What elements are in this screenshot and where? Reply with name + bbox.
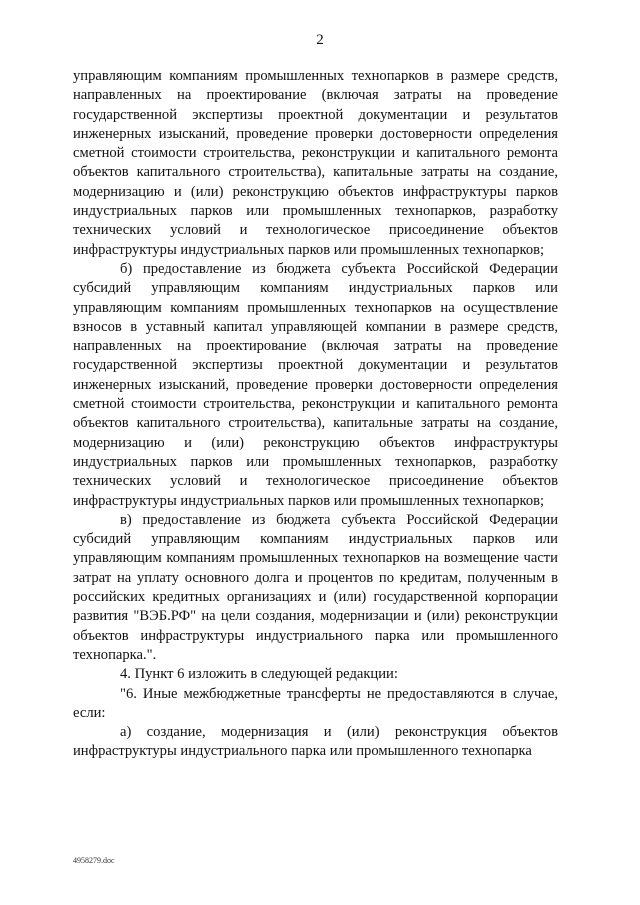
paragraph-item-b: б) предоставление из бюджета субъекта Российской Федерации субсидий управляющим компаниям индустриальных парков или управляющим компаниям промышленных технопарков на осуществление взносов в уставный капитал управляющей компании в размере средств, направленных на проектирование (включая затраты на проведение государственной экспертизы проектной документации и результатов инженерных изысканий, проведение проверки достоверности определения сметной стоимости строительства, реконструкции и капитального ремонта объектов капитального строительства), капитальные затраты на создание, модернизацию и (или) реконструкцию объектов инфраструктуры индустриальных парков или промышленных технопарков, разработку технических условий и технологическое присоединение объектов инфраструктуры индустриальных парков или промышленных технопарков; [73, 260, 558, 509]
paragraph-continuation: управляющим компаниям промышленных технопарков в размере средств, направленных на проектирование (включая затраты на проведение государственной экспертизы проектной документации и результатов инженерных изысканий, проведение проверки достоверности определения сметной стоимости строительства, реконструкции и капитального ремонта объектов капитального строительства), капитальные затраты на создание, модернизацию и (или) реконструкцию объектов инфраструктуры парков индустриальных парков или промышленных технопарков, разработку технических условий и технологическое присоединение объектов инфраструктуры индустриальных парков или промышленных технопарков; [73, 68, 558, 258]
paragraph-item-a: а) создание, модернизация и (или) реконструкция объектов инфраструктуры индустриального парка или промышленного технопарка [73, 724, 558, 760]
paragraph-point-6: "6. Иные межбюджетные трансферты не предоставляются в случае, если: [73, 685, 558, 721]
paragraph-item-v: в) предоставление из бюджета субъекта Российской Федерации субсидий управляющим компаниям индустриальных парков или управляющим компаниям промышленных технопарков на возмещение части затрат на уплату основного долга и процентов по кредитам, полученным в российских кредитных организациях и (или) государственной корпорации развития "ВЭБ.РФ" на цели создания, модернизации и (или) реконструкции объектов инфраструктуры индустриального парка или промышленного технопарка.". [73, 511, 558, 663]
document-body [73, 67, 558, 762]
page-number: 2 [316, 32, 324, 48]
paragraph-point-4: 4. Пункт 6 изложить в следующей редакции: [120, 666, 398, 683]
document-file-code: 4958279.doc [73, 856, 115, 865]
